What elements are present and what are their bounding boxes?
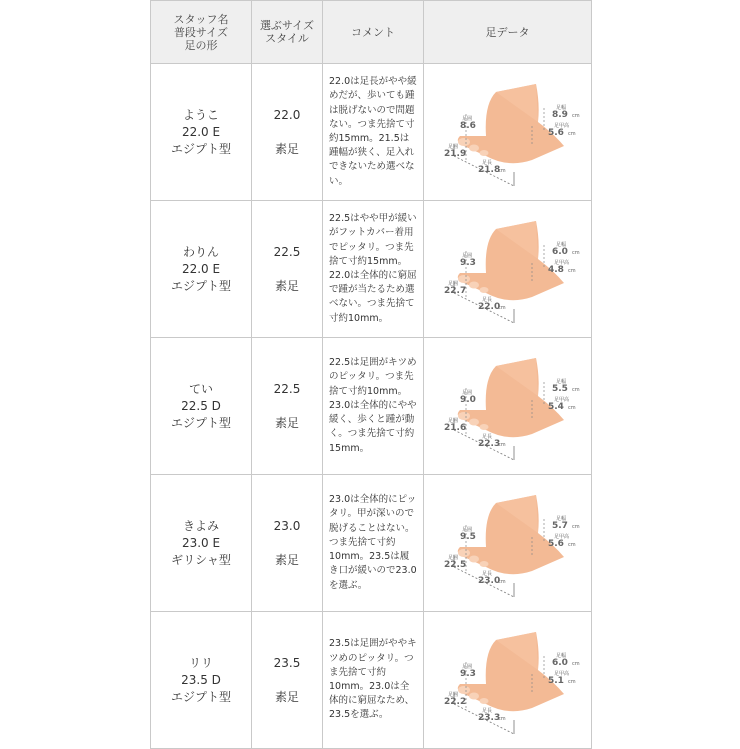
comment-cell: 23.0は全体的にピッタリ。甲が深いので脱げることはない。つま先捨て寸約10mm。23.5は履き口が緩いので23.0を選ぶ。	[323, 475, 424, 612]
staff-name: わりん	[182, 244, 219, 259]
girth-top-value: 8.6	[460, 121, 476, 131]
length-value: 22.3	[478, 439, 501, 449]
instep-value: 5.4	[548, 402, 564, 412]
foot-shape: エジプト型	[170, 278, 231, 293]
size-cell	[252, 475, 323, 612]
girth-top-value: 9.3	[460, 669, 476, 679]
width-unit: cm	[572, 250, 580, 256]
toe-shape	[458, 686, 470, 694]
length-value: 23.0	[478, 576, 501, 586]
girth-value: 21.6	[444, 423, 467, 433]
width-caption: 足幅	[556, 516, 567, 522]
table-row	[151, 475, 592, 612]
instep-unit: cm	[568, 268, 576, 274]
comment-cell: 22.5は足囲がキツめのピッタリ。つま先捨て寸約10mm。23.0は全体的にやや緩く、歩くと踵が動く。つま先捨て寸約15mm。	[323, 338, 424, 475]
toe-shape	[469, 693, 479, 700]
toe-shape	[480, 424, 489, 430]
usual-size: 23.5 D	[181, 672, 221, 687]
girth-caption: 足囲	[448, 281, 459, 287]
instep-caption: 足甲高	[554, 671, 570, 677]
girth-top-caption: 足囲	[462, 253, 473, 259]
foot-diagram	[424, 475, 591, 611]
girth-caption: 足囲	[448, 144, 459, 150]
comment-cell: 22.5はやや甲が緩いがフットカバー着用でピッタリ。つま先捨て寸約15mm。22.0は全体的に窮屈で踵が当たるため選べない。つま先捨て寸約10mm。	[323, 201, 424, 338]
toe-shape	[480, 150, 489, 156]
foot-diagram	[424, 201, 591, 337]
width-unit: cm	[572, 113, 580, 119]
staff-cell	[151, 64, 252, 201]
instep-value: 4.8	[548, 265, 564, 275]
width-caption: 足幅	[556, 242, 567, 248]
staff-cell	[151, 338, 252, 475]
girth-caption: 足囲	[448, 692, 459, 698]
foot-shape: ギリシャ型	[171, 552, 231, 567]
foot-shape: エジプト型	[170, 415, 231, 430]
foot-data-cell	[424, 475, 592, 612]
style-text: 素足	[274, 689, 299, 704]
toe-shape	[469, 556, 479, 563]
chosen-size: 23.5	[273, 655, 301, 670]
staff-cell	[151, 612, 252, 749]
style-text: 素足	[274, 415, 299, 430]
style-text: 素足	[274, 552, 299, 567]
instep-unit: cm	[568, 679, 576, 685]
size-comparison-table	[150, 0, 592, 749]
header-size: 選ぶサイズ スタイル	[252, 1, 323, 64]
table-row	[151, 201, 592, 338]
staff-name: てい	[188, 381, 213, 396]
width-unit: cm	[572, 387, 580, 393]
toe-shape	[480, 561, 489, 567]
length-unit: cm	[498, 442, 506, 448]
girth-top-caption: 足囲	[462, 116, 473, 122]
instep-value: 5.1	[548, 676, 564, 686]
table-row	[151, 612, 592, 749]
width-caption: 足幅	[556, 105, 567, 111]
width-unit: cm	[572, 661, 580, 667]
foot-data-cell	[424, 64, 592, 201]
instep-caption: 足甲高	[554, 397, 570, 403]
header-foot-data: 足データ	[424, 1, 592, 64]
girth-value: 21.9	[444, 149, 467, 159]
girth-top-caption: 足囲	[462, 664, 473, 670]
girth-top-value: 9.0	[460, 395, 476, 405]
table-row	[151, 64, 592, 201]
chosen-size: 22.5	[273, 381, 301, 396]
header-comment: コメント	[323, 1, 424, 64]
length-value: 22.0	[478, 302, 501, 312]
toe-shape	[458, 412, 470, 420]
length-unit: cm	[498, 716, 506, 722]
instep-caption: 足甲高	[554, 534, 570, 540]
girth-value: 22.2	[444, 697, 467, 707]
instep-unit: cm	[568, 405, 576, 411]
toe-shape	[480, 698, 489, 704]
toe-shape	[469, 419, 479, 426]
header-staff: スタッフ名 普段サイズ 足の形	[151, 1, 252, 64]
staff-name: ようこ	[182, 107, 219, 122]
width-value: 8.9	[552, 110, 568, 120]
girth-value: 22.5	[444, 560, 467, 570]
style-text: 素足	[274, 141, 299, 156]
instep-unit: cm	[568, 131, 576, 137]
foot-shape: エジプト型	[170, 689, 231, 704]
size-cell	[252, 201, 323, 338]
staff-name: きよみ	[182, 518, 219, 533]
length-caption: 足長	[482, 434, 493, 440]
width-value: 6.0	[552, 658, 568, 668]
girth-top-value: 9.5	[460, 532, 476, 542]
length-caption: 足長	[482, 160, 493, 166]
girth-value: 22.7	[444, 286, 467, 296]
size-cell	[252, 338, 323, 475]
toe-shape	[458, 275, 470, 283]
toe-shape	[458, 138, 470, 146]
width-unit: cm	[572, 524, 580, 530]
foot-shape: エジプト型	[170, 141, 231, 156]
length-unit: cm	[498, 168, 506, 174]
instep-value: 5.6	[548, 539, 564, 549]
staff-name: リリ	[188, 655, 213, 670]
staff-cell	[151, 475, 252, 612]
foot-data-cell	[424, 338, 592, 475]
size-cell	[252, 64, 323, 201]
table-row	[151, 338, 592, 475]
instep-caption: 足甲高	[554, 260, 570, 266]
table-header-row	[151, 1, 592, 64]
comment-cell: 23.5は足囲がややキツめのピッタリ。つま先捨て寸約10mm。23.0は全体的に窮屈なため、23.5を選ぶ。	[323, 612, 424, 749]
style-text: 素足	[274, 278, 299, 293]
length-caption: 足長	[482, 297, 493, 303]
staff-cell	[151, 201, 252, 338]
length-value: 21.8	[478, 165, 501, 175]
usual-size: 22.5 D	[181, 398, 221, 413]
width-value: 5.7	[552, 521, 568, 531]
usual-size: 22.0 E	[181, 261, 221, 276]
length-caption: 足長	[482, 571, 493, 577]
instep-value: 5.6	[548, 128, 564, 138]
comment-cell: 22.0は足長がやや緩めだが、歩いても踵は脱げないので問題ない。つま先捨て寸約15mm。21.5は踵幅が狭く、足入れできないため選べない。	[323, 64, 424, 201]
toe-shape	[480, 287, 489, 293]
foot-data-cell	[424, 201, 592, 338]
length-unit: cm	[498, 305, 506, 311]
width-caption: 足幅	[556, 653, 567, 659]
toe-shape	[469, 145, 479, 152]
instep-caption: 足甲高	[554, 123, 570, 129]
chosen-size: 22.5	[273, 244, 301, 259]
girth-top-value: 9.3	[460, 258, 476, 268]
size-cell	[252, 612, 323, 749]
foot-data-cell	[424, 612, 592, 749]
girth-top-caption: 足囲	[462, 390, 473, 396]
width-caption: 足幅	[556, 379, 567, 385]
toe-shape	[458, 549, 470, 557]
width-value: 6.0	[552, 247, 568, 257]
usual-size: 22.0 E	[181, 124, 221, 139]
girth-caption: 足囲	[448, 555, 459, 561]
foot-diagram	[424, 612, 591, 748]
foot-diagram	[424, 64, 591, 200]
girth-top-caption: 足囲	[462, 527, 473, 533]
length-caption: 足長	[482, 708, 493, 714]
girth-caption: 足囲	[448, 418, 459, 424]
usual-size: 23.0 E	[181, 535, 221, 550]
chosen-size: 23.0	[273, 518, 301, 533]
length-unit: cm	[498, 579, 506, 585]
chosen-size: 22.0	[273, 107, 301, 122]
toe-shape	[469, 282, 479, 289]
foot-diagram	[424, 338, 591, 474]
length-value: 23.3	[478, 713, 501, 723]
width-value: 5.5	[552, 384, 568, 394]
instep-unit: cm	[568, 542, 576, 548]
